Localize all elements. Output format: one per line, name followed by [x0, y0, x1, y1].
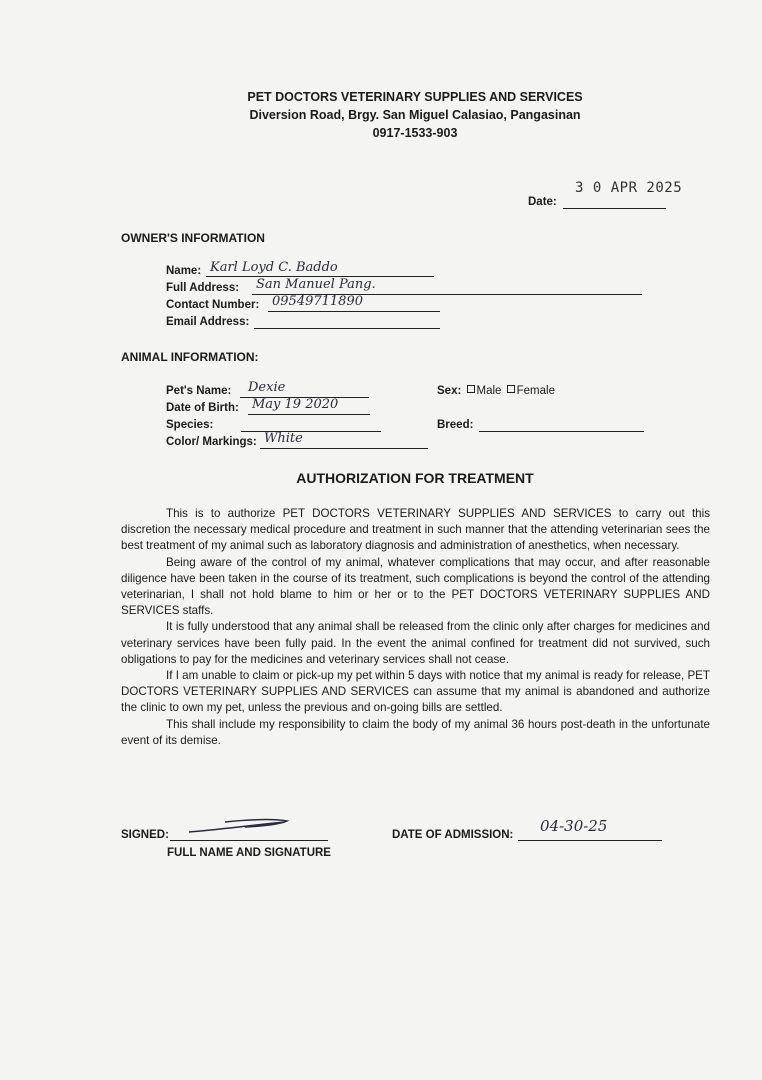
owner-contact-line [268, 311, 440, 312]
authorization-body [121, 506, 710, 749]
breed-line [479, 431, 644, 432]
color-value: White [264, 431, 303, 446]
owner-email-line [254, 328, 440, 329]
animal-heading: ANIMAL INFORMATION: [121, 350, 259, 364]
male-label: Male [476, 385, 502, 397]
dob-line [248, 414, 370, 415]
species-line [241, 431, 381, 432]
company-name: PET DOCTORS VETERINARY SUPPLIES AND SERVICES [247, 90, 583, 104]
admission-line [518, 840, 662, 841]
authorization-title: AUTHORIZATION FOR TREATMENT [296, 470, 534, 486]
color-label: Color/ Markings: [166, 436, 257, 448]
owner-name-label: Name: [166, 265, 202, 277]
owner-address-value: San Manuel Pang. [256, 277, 376, 292]
authorization-paragraph-1: This is to authorize PET DOCTORS VETERINARY SUPPLIES AND SERVICES to carry out this discretion the necessary medical procedure and treatment in such manner that the attending veterinarian sees the best treatment of my animal such as laboratory diagnosis and administration of anesthetics, when necessary. [121, 507, 710, 553]
female-checkbox[interactable] [507, 385, 515, 393]
authorization-paragraph-2: Being aware of the control of my animal, whatever complications that may occur, and after reasonable diligence have been taken in the course of its treatment, such complications is beyond the control of the attending veterinarian, I shall not hold blame to him or her or to the PET DOCTORS VETERINARY SUPPLIES AND SERVICES staffs. [121, 555, 710, 618]
admission-value: 04-30-25 [540, 817, 608, 835]
male-checkbox[interactable] [467, 385, 475, 393]
pet-name-value: Dexie [248, 380, 286, 395]
owner-contact-value: 09549711890 [272, 294, 363, 309]
company-phone: 0917-1533-903 [372, 126, 458, 140]
female-label: Female [516, 385, 555, 397]
date-label: Date: [528, 196, 557, 208]
authorization-paragraph-3: It is fully understood that any animal shall be released from the clinic only after charges for medicines and veterinary services have been fully paid. In the event the animal confined for treatment did not survived, such obligations to pay for the medicines and veterinary services shall not cease. [121, 620, 710, 666]
owner-name-value: Karl Loyd C. Baddo [210, 260, 338, 275]
signed-label: SIGNED: [121, 829, 169, 841]
owner-address-label: Full Address: [166, 282, 240, 294]
owner-email-label: Email Address: [166, 316, 250, 328]
owner-contact-label: Contact Number: [166, 299, 260, 311]
sex-field [437, 385, 555, 397]
signature-line [170, 840, 328, 841]
admission-label: DATE OF ADMISSION: [392, 829, 514, 841]
signature-scribble [185, 812, 295, 838]
species-label: Species: [166, 419, 214, 431]
dob-value: May 19 2020 [252, 397, 339, 412]
owner-heading: OWNER'S INFORMATION [121, 231, 265, 245]
company-address: Diversion Road, Brgy. San Miguel Calasiao, Pangasinan [249, 108, 581, 122]
sex-label: Sex: [437, 385, 462, 397]
color-line [260, 448, 428, 449]
breed-label: Breed: [437, 419, 474, 431]
date-stamp: 3 0 APR 2025 [575, 180, 683, 196]
dob-label: Date of Birth: [166, 402, 239, 414]
pet-name-label: Pet's Name: [166, 385, 232, 397]
authorization-paragraph-4: If I am unable to claim or pick-up my pet within 5 days with notice that my animal is ready for release, PET DOCTORS VETERINARY SUPPLIES AND SERVICES can assume that my animal is abandoned and authorize the clinic to own my pet, unless the previous and on-going bills are settled. [121, 669, 710, 715]
date-line [563, 208, 666, 209]
authorization-paragraph-5: This shall include my responsibility to claim the body of my animal 36 hours post-death in the unfortunate event of its demise. [121, 717, 710, 747]
signature-caption: FULL NAME AND SIGNATURE [167, 847, 331, 859]
